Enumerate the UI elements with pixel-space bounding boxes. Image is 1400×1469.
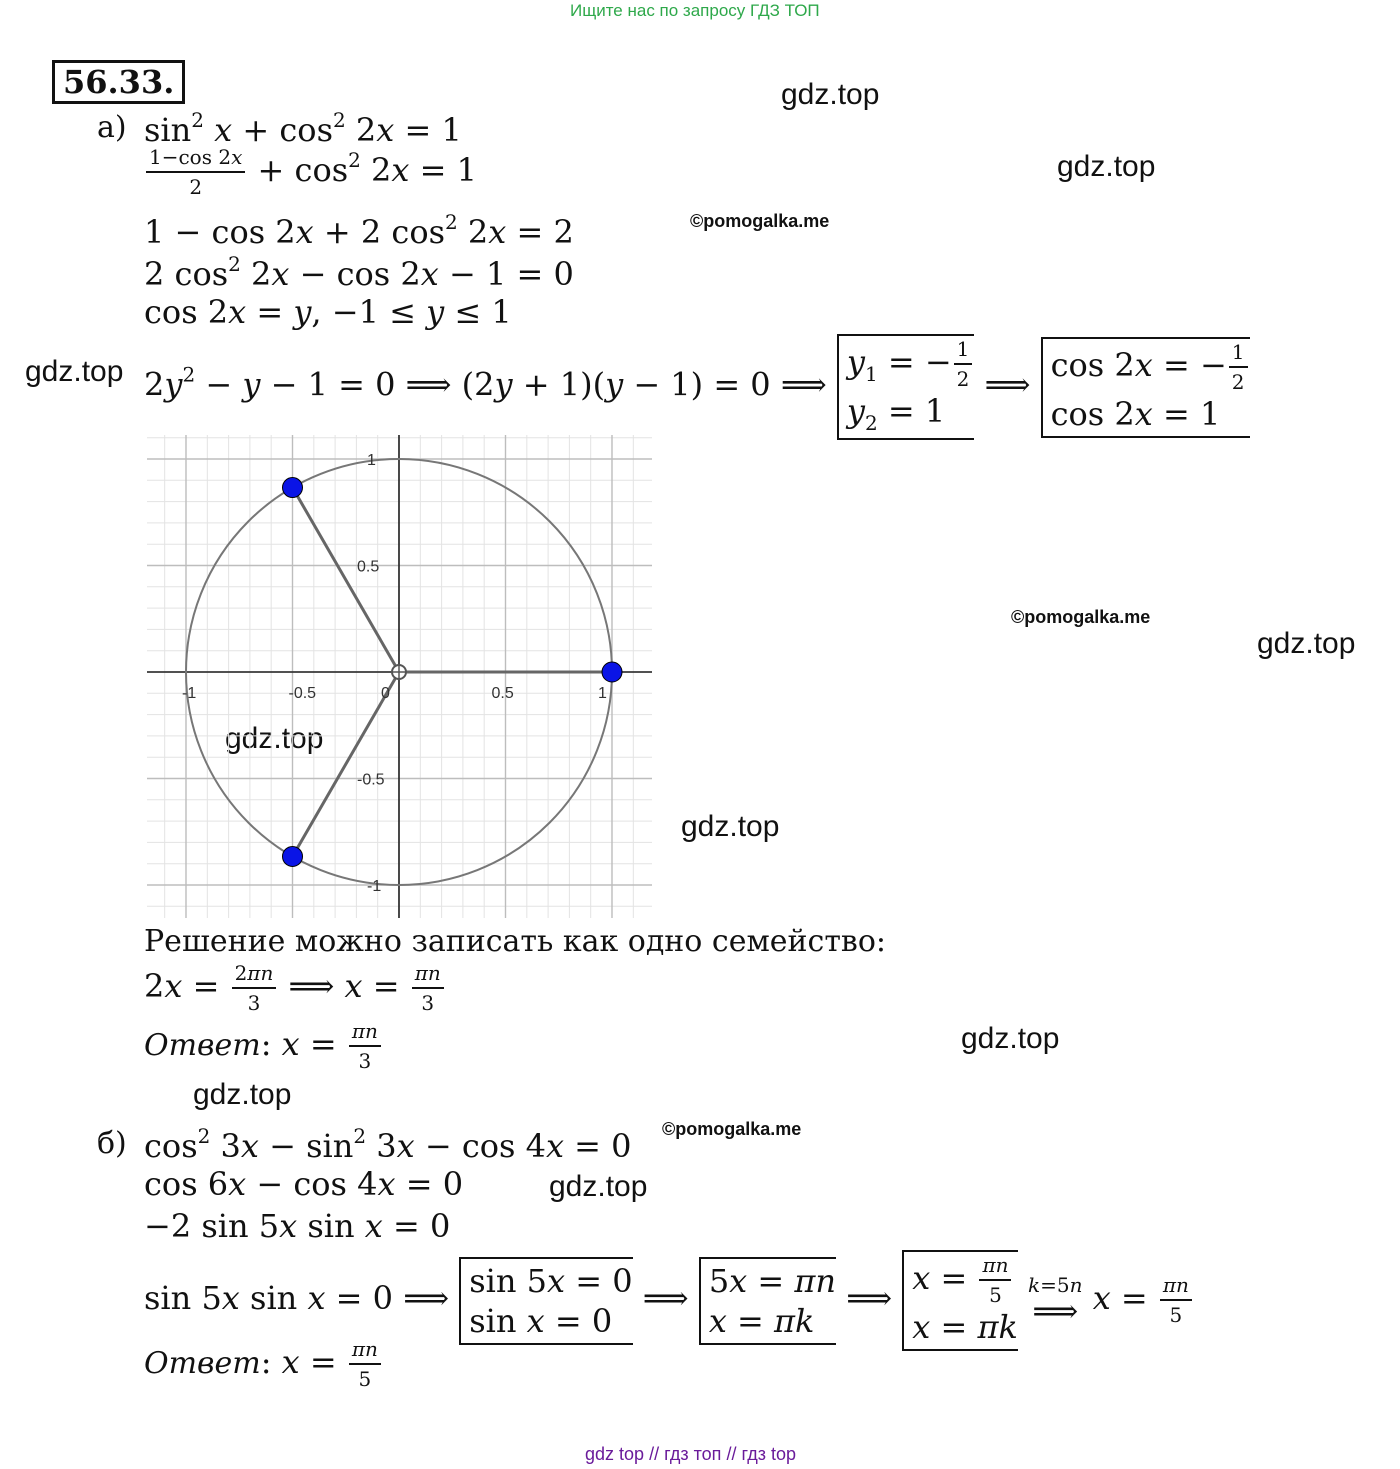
y-tick-label: -0.5 [357, 771, 385, 789]
solution-note: Решение можно записать как одно семейство: [144, 924, 886, 959]
equation-b-4: sin 5x sin x = 0 ⟹ sin 5x = 0 sin x = 0 ⟹ 5x = πn x = πk ⟹ x = $\frac{\pi n}{5}$ x = πk k=5n ⟹ x = $\frac{\pi n}{5}$ [144, 1250, 1194, 1351]
watermark-gdz: gdz.top [781, 78, 880, 111]
watermark-gdz: gdz.top [1057, 150, 1156, 183]
y-tick-label: 1 [367, 452, 376, 469]
watermark-gdz: gdz.top [681, 810, 780, 843]
y-tick-label: -1 [367, 878, 382, 895]
unit-circle-chart [140, 430, 660, 925]
watermark-gdz: gdz.top [225, 722, 324, 755]
answer-a: Ответ: x = $\frac{\pi n}{3}$ [144, 1020, 383, 1073]
x-tick-label: 0.5 [491, 685, 514, 702]
equation-b-1: $\cos^2 3x - \sin^2 3x - \cos 4x = 0$ [144, 1124, 632, 1165]
equation-a-4: 2 $\cos^2 2x - \cos 2x - 1 = 0$ [144, 252, 574, 293]
footer-link[interactable]: гдз top [741, 1444, 797, 1464]
watermark-gdz: gdz.top [549, 1170, 648, 1203]
footer-separator: // [726, 1444, 737, 1464]
equation-a-5: cos 2x = y, −1 ≤ y ≤ 1 [144, 293, 512, 331]
watermark-gdz: gdz.top [1257, 627, 1356, 660]
equation-a-6: $2y^2 - y - 1 = 0$ ⟹ (2y + 1)(y − 1) = 0 ⟹ $y_1$ = − $\frac{1}{2}$ $y_2 = 1$ ⟹ cos 2x = − $\frac{1}{2}$ cos 2x = 1 [144, 334, 1250, 440]
x-tick-label: -0.5 [288, 685, 317, 702]
watermark-copyright: ©pomogalka.me [1011, 607, 1151, 627]
equation-b-3: −2 sin 5x sin x = 0 [144, 1207, 451, 1245]
watermark-copyright: ©pomogalka.me [690, 211, 830, 231]
equation-a-7: 2x = $\frac{2\pi n}{3}$ ⟹ x = $\frac{\pi n}{3}$ [144, 962, 446, 1015]
data-point [602, 662, 622, 682]
problem-number: 56.33. [52, 60, 185, 104]
part-a-label: а) [97, 110, 127, 145]
footer-link[interactable]: gdz top [585, 1444, 645, 1464]
answer-b: Ответ: x = $\frac{\pi n}{5}$ [144, 1338, 383, 1391]
search-hint-link[interactable]: Ищите нас по запросу ГДЗ ТОП [570, 1, 820, 20]
part-b-label: б) [97, 1126, 127, 1161]
y-tick-label: 0.5 [357, 558, 380, 576]
equation-a-2: $\frac{1-\cos 2x}{2}$ + $\cos^2 2x = 1$ [144, 146, 477, 199]
equation-a-3: 1 − cos 2x + 2 $\cos^2 2x = 2$ [144, 210, 574, 251]
radius-line [293, 488, 400, 672]
watermark-gdz: gdz.top [961, 1022, 1060, 1055]
footer-separator: // [649, 1444, 660, 1464]
data-point [283, 846, 303, 866]
x-tick-label: -1 [182, 685, 197, 702]
footer-link[interactable]: гдз топ [664, 1444, 722, 1464]
equation-a-1: $\sin^2 x + \cos^2 2x = 1$ [144, 108, 462, 149]
answer-a-word: Ответ [144, 1028, 261, 1063]
data-point [283, 478, 303, 498]
footer-links [585, 1444, 796, 1465]
watermark-gdz: gdz.top [193, 1078, 292, 1111]
x-tick-label: 1 [598, 685, 607, 702]
watermark-copyright: ©pomogalka.me [662, 1119, 802, 1139]
answer-b-word: Ответ [144, 1346, 261, 1381]
watermark-gdz: gdz.top [25, 355, 124, 388]
equation-b-2: cos 6x − cos 4x = 0 [144, 1165, 464, 1203]
x-tick-label: 0 [381, 685, 390, 702]
